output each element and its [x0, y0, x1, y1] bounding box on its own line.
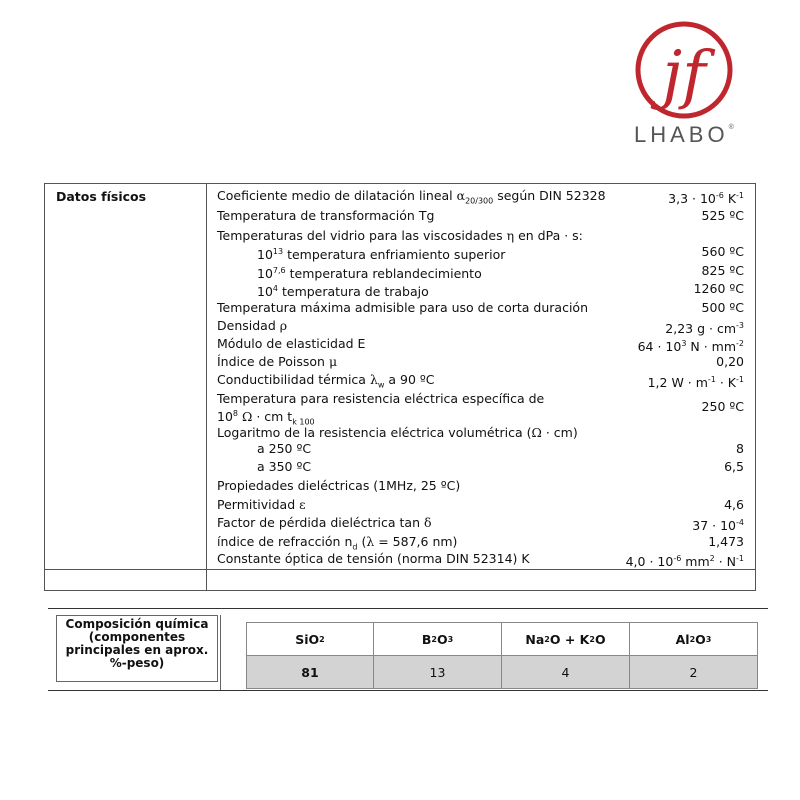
- composition-header: B 2 O 3: [373, 622, 502, 656]
- property-name: Constante óptica de tensión (norma DIN 52314) K: [217, 551, 530, 566]
- composition-table: [48, 608, 768, 690]
- property-value: $37 \cdot 10^{-4}$: [692, 518, 744, 534]
- property-value: 500 ºC: [701, 300, 744, 315]
- property-value: 2,23 $g \cdot cm^{-3}$: [665, 321, 744, 337]
- property-name: Propiedades dieléctricas (1MHz, 25 ºC): [217, 478, 461, 493]
- property-name: Índice de Poisson μ: [217, 354, 338, 369]
- property-name: a 250 ºC: [257, 441, 312, 456]
- property-name: Temperaturas del vidrio para las viscosidades η en dPa · s:: [217, 228, 583, 243]
- property-name: índice de refracción $n_d$ (λ = 587,6 nm): [217, 534, 458, 552]
- property-value: 6,5: [724, 459, 744, 474]
- property-value: 825 ºC: [701, 263, 744, 278]
- brand-name: LHABO®: [634, 122, 734, 147]
- property-name: Factor de pérdida dieléctrica tan δ: [217, 515, 432, 530]
- property-value: 0,20: [716, 354, 744, 369]
- property-name: Conductibilidad térmica $\lambda_w$ a 90 ºC: [217, 372, 435, 390]
- property-name: $10^4$ temperatura de trabajo: [257, 284, 429, 300]
- property-value: 1,2 $W \cdot m^{-1} \cdot K^{-1}$: [647, 375, 744, 391]
- composition-value: 4: [501, 655, 630, 689]
- composition-value: 2: [629, 655, 758, 689]
- property-value: 250 ºC: [701, 399, 744, 414]
- property-name: Temperatura de transformación Tg: [217, 208, 435, 223]
- property-value: 1,473: [708, 534, 744, 549]
- property-name: Temperatura máxima admisible para uso de corta duración: [217, 300, 589, 315]
- property-value: 8: [736, 441, 744, 456]
- composition-value: 13: [373, 655, 502, 689]
- property-name: Densidad ρ: [217, 318, 288, 333]
- property-name: $10^{13}$ temperatura enfriamiento superior: [257, 247, 506, 263]
- composition-value: 81: [246, 655, 374, 689]
- composition-label: Composición química (componentes principales en aprox. %-peso): [56, 615, 218, 682]
- composition-header: Al 2 O 3: [629, 622, 758, 656]
- property-value: $4,0 \cdot 10^{-6}$ $mm^2 \cdot N^{-1}$: [625, 554, 744, 570]
- property-value: 4,6: [724, 497, 744, 512]
- property-name: Temperatura para resistencia eléctrica específica de $10^8$ Ω · cm $t_{k 100}$: [217, 391, 545, 427]
- composition-grid: [246, 622, 800, 690]
- property-name: 10$^{7,6}$ temperatura reblandecimiento: [257, 266, 482, 282]
- property-name: a 350 ºC: [257, 459, 312, 474]
- property-value: 525 ºC: [701, 208, 744, 223]
- section-label: Datos físicos: [56, 189, 147, 204]
- property-value: 1260 ºC: [693, 281, 744, 296]
- property-name: Permitividad ε: [217, 497, 306, 512]
- jf-logo-icon: [630, 18, 760, 128]
- composition-header: SiO 2: [246, 622, 374, 656]
- property-value: 560 ºC: [701, 244, 744, 259]
- property-name: Módulo de elasticidad E: [217, 336, 366, 351]
- property-name: Logaritmo de la resistencia eléctrica volumétrica (Ω · cm): [217, 425, 578, 440]
- property-value: $3,3 \cdot 10^{-6}$ $K^{-1}$: [668, 191, 744, 207]
- composition-header: Na 2 O + K 2 O: [501, 622, 630, 656]
- property-name: Coeficiente medio de dilatación lineal $\alpha_{20/300}$ según DIN 52328: [217, 188, 606, 206]
- logo-mark: jf: [662, 38, 706, 112]
- property-value: $64 \cdot 10^3$ $N \cdot mm^{-2}$: [637, 339, 744, 355]
